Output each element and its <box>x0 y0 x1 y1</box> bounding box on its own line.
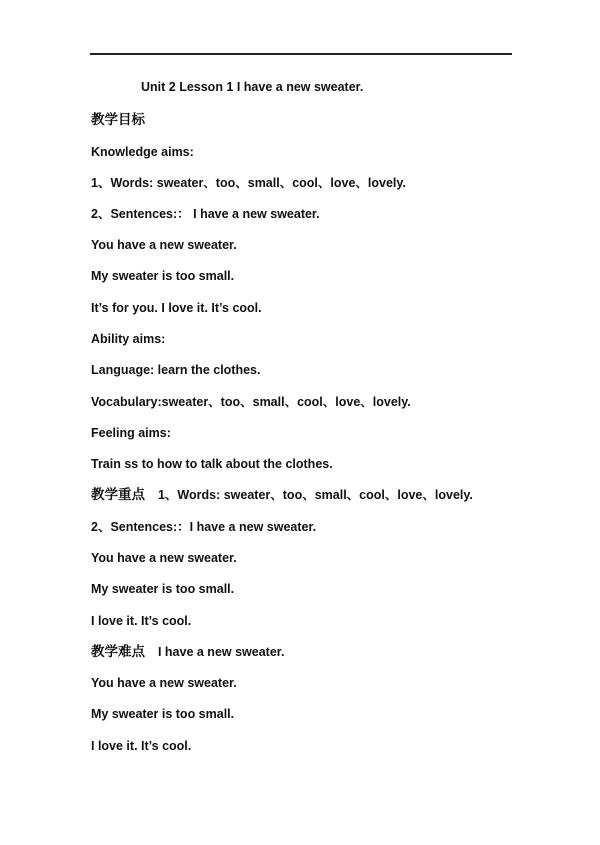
document-line: You have a new sweater. <box>91 238 237 252</box>
document-line: Knowledge aims: <box>91 145 194 159</box>
document-line: I love it. It’s cool. <box>91 614 192 628</box>
document-line: 2、Sentences:：I have a new sweater. <box>91 520 317 534</box>
lesson-title: Unit 2 Lesson 1 I have a new sweater. <box>141 80 364 94</box>
section-heading-difficult-points <box>91 644 284 660</box>
document-line: Ability aims: <box>91 332 166 346</box>
document-line: Vocabulary:sweater、too、small、cool、love、lovely. <box>91 395 411 409</box>
document-line: 2、Sentences:： I have a new sweater. <box>91 207 320 221</box>
section-text: I have a new sweater. <box>157 645 285 659</box>
section-label: 教学目标 <box>91 112 145 128</box>
document-line: Feeling aims: <box>91 426 171 440</box>
document-line: You have a new sweater. <box>91 551 237 565</box>
document-line: Language: learn the clothes. <box>91 363 261 377</box>
section-text: 1、Words: sweater、too、small、cool、love、lovely. <box>157 488 473 502</box>
document-line: I love it. It’s cool. <box>91 739 192 753</box>
document-line: 1、Words: sweater、too、small、cool、love、lovely. <box>91 176 406 190</box>
document-line: It’s for you. I love it. It’s cool. <box>91 301 262 315</box>
document-line: My sweater is too small. <box>91 582 235 596</box>
section-label: 教学难点 <box>91 644 145 660</box>
document-line: My sweater is too small. <box>91 707 235 721</box>
header-rule <box>90 53 512 55</box>
document-line: You have a new sweater. <box>91 676 237 690</box>
document-line: Train ss to how to talk about the clothes. <box>91 457 333 471</box>
section-label: 教学重点 <box>91 487 145 503</box>
section-heading-key-points <box>91 487 473 503</box>
section-heading-teaching-goals <box>91 112 145 128</box>
document-line: My sweater is too small. <box>91 269 235 283</box>
